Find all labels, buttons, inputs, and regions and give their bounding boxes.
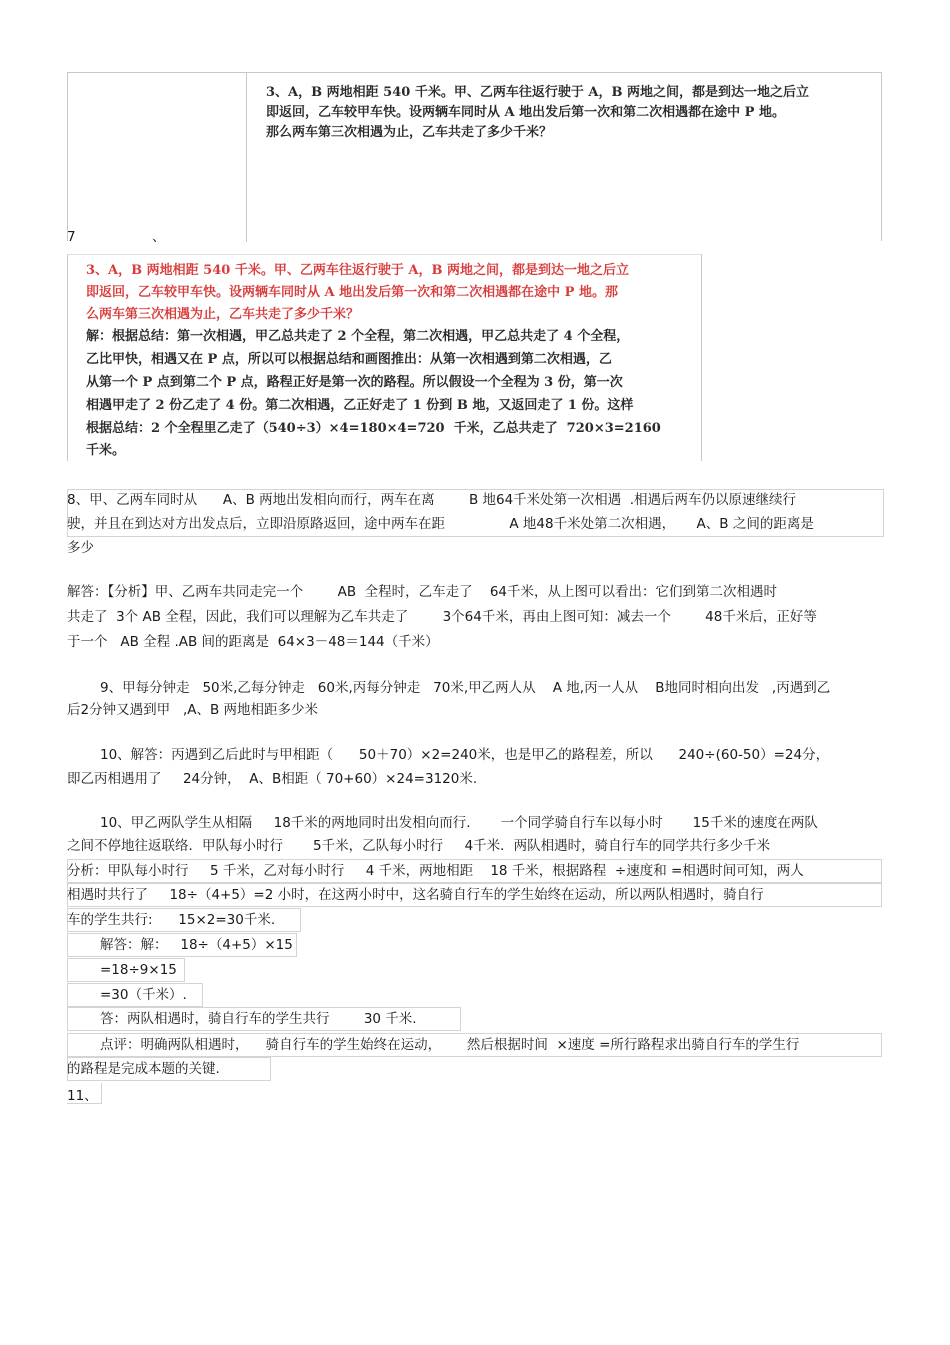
q10-answer-line: 答：两队相遇时，骑自行车的学生共行 30 千米. [100,1011,417,1027]
q9-question-line: 后2分钟又遇到甲 ,A、B 两地相距多少米 [67,702,319,718]
q7-mark: 、 [152,229,166,245]
q8-answer-line: 于一个 AB 全程 .AB 间的距离是 64×3－48＝144（千米） [67,634,439,650]
q10-comment-line: 的路程是完成本题的关键. [67,1061,220,1077]
q10-solve-line: =18÷9×15 [100,962,177,978]
q10-solve-line: =30（千米）. [100,987,187,1003]
q10-analysis-line: 车的学生共行: 15×2=30千米. [67,912,276,928]
q9-question-line: 9、甲每分钟走 50米,乙每分钟走 60米,丙每分钟走 70米,甲乙两人从 A 地,丙一人从 B地同时相向出发 ,丙遇到乙 [100,680,831,696]
q8-question-line: 8、甲、乙两车同时从 A、B 两地出发相向而行，两车在离 B 地64千米处第一次相遇 .相遇后两车仍以原速继续行 [67,492,797,508]
q7-image-divider [246,72,247,242]
q8-question-line: 驶，并且在到达对方出发点后，立即沿原路返回，途中两车在距 A 地48千米处第二次相遇， A、B 之间的距离是 [67,516,814,532]
q10-question-line: 10、甲乙两队学生从相隔 18千米的两地同时出发相向而行. 一个同学骑自行车以每小时 15千米的速度在两队 [100,815,818,831]
q8-answer-line: 共走了 3个 AB 全程，因此，我们可以理解为乙车共走了 3个64千米，再由上图可知：减去一个 48千米后，正好等 [67,609,817,625]
q10-analysis-line: 分析：甲队每小时行 5 千米，乙对每小时行 4 千米，两地相距 18 千米，根据路程 ÷速度和 =相遇时间可知，两人 [67,863,804,879]
q7-solution-line: 从第一个 P 点到第二个 P 点，路程正好是第一次的路程。所以假设一个全程为 3 份，第一次 [86,375,623,390]
q7-solution-line: 根据总结：2 个全程里乙走了（540÷3）×4=180×4=720 千米，乙总共走了 720×3=2160 [86,421,661,436]
q7-image2-question-line: 即返回，乙车较甲车快。设两辆车同时从 A 地出发后第一次和第二次相遇都在途中 P 地。那 [86,285,618,300]
q10-solve-line: 解答：解： 18÷（4+5）×15 [100,937,293,953]
q10-solution-line: 即乙丙相遇用了 24分钟， A、B相距（ 70+60）×24=3120米. [67,771,478,787]
q8-answer-line: 解答：【分析】甲、乙两车共同走完一个 AB 全程时，乙车走了 64千米，从上图可以看出：它们到第二次相遇时 [67,584,778,600]
q7-image1-line: 即返回，乙车较甲车快。设两辆车同时从 A 地出发后第一次和第二次相遇都在途中 P 地。 [266,105,785,120]
q10-analysis-line: 相遇时共行了 18÷（4+5）=2 小时，在这两小时中，这名骑自行车的学生始终在运动，所以两队相遇时，骑自行 [67,887,764,903]
q7-image1-line: 3、A，B 两地相距 540 千米。甲、乙两车往返行驶于 A，B 两地之间，都是到达一地之后立 [266,85,809,100]
q7-number: 7 [67,229,76,245]
q10-solution-line: 10、解答：丙遇到乙后此时与甲相距（ 50＋70）×2=240米，也是甲乙的路程差，所以 240÷(60-50）=24分， [100,747,830,763]
q7-solution-line: 千米。 [86,443,126,458]
q7-image2-question-line: 么两车第三次相遇为止，乙车共走了多少千米？ [86,307,360,322]
q7-solution-line: 解：根据总结：第一次相遇，甲乙总共走了 2 个全程，第二次相遇，甲乙总共走了 4 个全程， [86,329,630,344]
q7-image1-line: 那么两车第三次相遇为止，乙车共走了多少千米？ [266,125,553,140]
q7-solution-line: 乙比甲快，相遇又在 P 点，所以可以根据总结和画图推出：从第一次相遇到第二次相遇，乙 [86,352,612,367]
q7-image2-question-line: 3、A，B 两地相距 540 千米。甲、乙两车往返行驶于 A，B 两地之间，都是到达一地之后立 [86,263,629,278]
q10-comment-line: 点评：明确两队相遇时， 骑自行车的学生始终在运动， 然后根据时间 ×速度 =所行路程求出骑自行车的学生行 [100,1037,800,1053]
q7-solution-line: 相遇甲走了 2 份乙走了 4 份。第二次相遇，乙正好走了 1 份到 B 地，又返回走了 1 份。这样 [86,398,634,413]
q11-number: 11、 [67,1088,98,1104]
q10-question-line: 之间不停地往返联络．甲队每小时行 5千米，乙队每小时行 4千米．两队相遇时，骑自行车的同学共行多少千米 [67,838,771,854]
q8-question-line: 多少 [67,540,94,556]
